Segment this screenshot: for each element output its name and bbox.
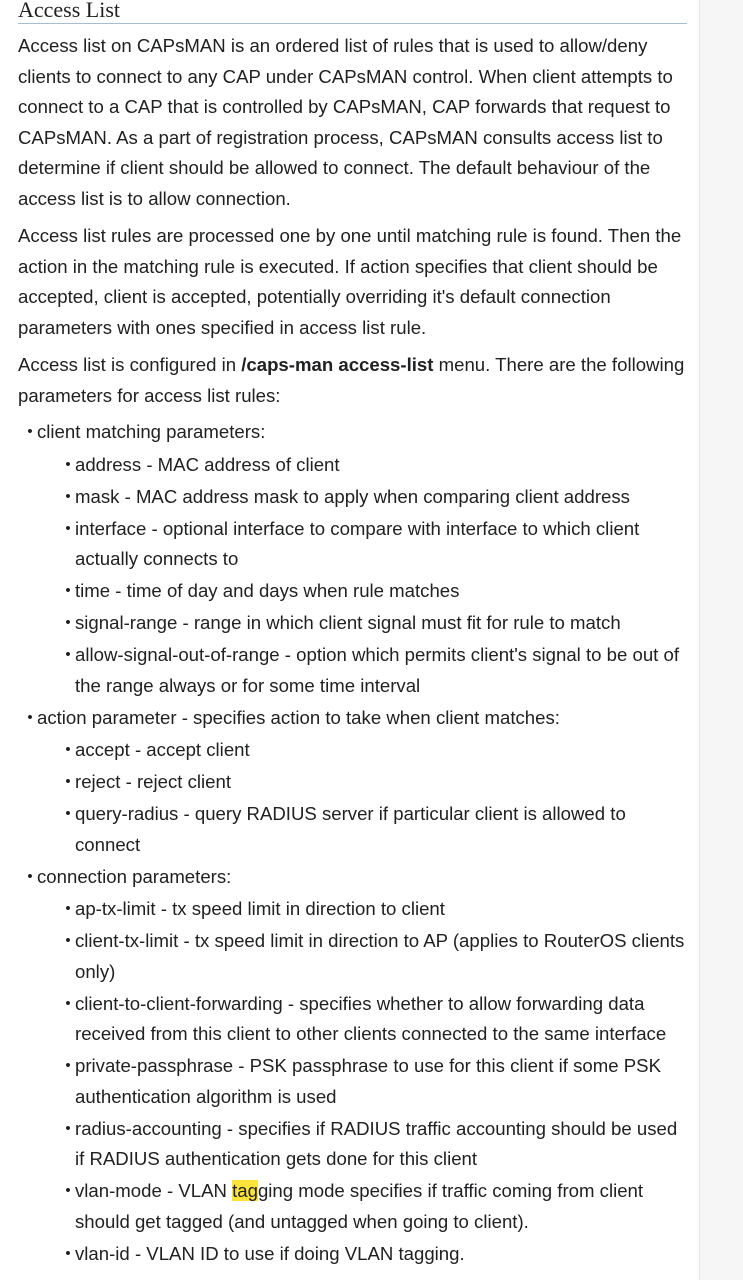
bullet-icon: • <box>65 805 71 822</box>
menu-path: /caps-man access-list <box>241 354 434 375</box>
p3-text-before: Access list is configured in <box>18 354 242 375</box>
group-label: action parameter - specifies action to take when client matches: <box>37 706 560 728</box>
bullet-icon: • <box>65 994 71 1012</box>
intro-paragraph-3 <box>18 350 688 411</box>
intro-paragraph-2: Access list rules are processed one by one until matching rule is found. Then the action in the matching rule is executed. If action specifies that client should be accepted, client is accepted, potentially overriding it's default connection parameters with ones specified in access list rule. <box>18 225 682 338</box>
bullet-icon: • <box>65 1057 71 1074</box>
intro-paragraph-1: Access list on CAPsMAN is an ordered list of rules that is used to allow/deny clients to connect to any CAP under CAPsMAN control. When client attempts to connect to a CAP that is controlled by CAPsMAN, CAP forwards that request to CAPsMAN. As a part of registration process, CAPsMAN consults access list to determine if client should be allowed to connect. The default behaviour of the access list is to allow connection. <box>18 35 673 209</box>
action-items <box>37 735 688 860</box>
param-text: query-radius - query RADIUS server if particular client is allowed to connect <box>75 803 626 855</box>
param-client-tx-limit <box>37 926 688 987</box>
param-text: private-passphrase - PSK passphrase to use for this client if some PSK authentication algorithm is used <box>75 1055 661 1107</box>
param-ap-tx-limit <box>37 894 688 925</box>
param-text: ap-tx-limit - tx speed limit in direction to client <box>75 898 445 919</box>
group-client-matching <box>18 417 688 701</box>
param-text: mask - MAC address mask to apply when comparing client address <box>75 485 630 507</box>
bullet-icon: • <box>65 1182 71 1199</box>
bullet-icon: • <box>65 932 71 949</box>
bullet-icon: • <box>65 741 71 758</box>
param-text: accept - accept client <box>75 739 250 760</box>
param-vlan-mode <box>37 1176 688 1237</box>
param-private-passphrase <box>37 1051 688 1112</box>
group-label: client matching parameters: <box>37 421 266 442</box>
bullet-icon: • <box>65 487 71 505</box>
bullet-icon: • <box>65 582 71 599</box>
param-mask <box>37 482 688 513</box>
param-allow-signal-out-of-range <box>37 640 688 701</box>
vlan-mode-text-before: vlan-mode - VLAN <box>75 1180 233 1201</box>
action-reject <box>37 767 688 798</box>
param-signal-range <box>37 608 688 639</box>
parameter-groups-list <box>18 417 688 1269</box>
param-text: vlan-id - VLAN ID to use if doing VLAN tagging. <box>75 1242 465 1264</box>
p3-text-after: menu. There are the following parameters for access list rules: <box>18 354 685 406</box>
param-time <box>37 576 688 607</box>
bullet-icon: • <box>65 646 71 663</box>
search-highlight: tag <box>232 1180 258 1201</box>
group-connection-parameters <box>18 862 688 1270</box>
bullet-icon: • <box>65 1119 71 1137</box>
bullet-icon: • <box>65 773 71 790</box>
bullet-icon: • <box>27 708 33 726</box>
param-text: client-tx-limit - tx speed limit in direction to AP (applies to RouterOS clients only) <box>75 930 685 982</box>
param-vlan-id <box>37 1239 688 1270</box>
bullet-icon: • <box>65 614 71 631</box>
param-interface <box>37 514 688 575</box>
bullet-icon: • <box>65 1244 71 1262</box>
param-text: address - MAC address of client <box>75 453 340 475</box>
param-text: client-to-client-forwarding - specifies whether to allow forwarding data received from this client to other clients connected to the same interface <box>75 992 667 1044</box>
bullet-icon: • <box>27 867 33 885</box>
bullet-icon: • <box>27 423 33 440</box>
vlan-mode-text-after: ging mode specifies if traffic coming from client should get tagged (and untagged when going to client). <box>75 1180 644 1232</box>
section-heading: Access List <box>18 0 687 24</box>
action-query-radius <box>37 799 688 860</box>
param-text: radius-accounting - specifies if RADIUS traffic accounting should be used if RADIUS authentication gets done for this client <box>75 1117 678 1169</box>
param-text: time - time of day and days when rule matches <box>75 580 460 601</box>
param-text: reject - reject client <box>75 771 232 792</box>
param-radius-accounting <box>37 1114 688 1175</box>
param-text: allow-signal-out-of-range - option which permits client's signal to be out of the range always or for some time interval <box>75 644 680 696</box>
connection-items <box>37 894 688 1269</box>
group-label: connection parameters: <box>37 865 232 887</box>
bullet-icon: • <box>65 455 71 473</box>
article-content <box>18 0 688 1271</box>
param-client-to-client-forwarding <box>37 989 688 1050</box>
param-text: interface - optional interface to compare with interface to which client actually connects to <box>75 517 640 569</box>
bullet-icon: • <box>65 519 71 537</box>
group-action-parameter <box>18 703 688 861</box>
param-text: signal-range - range in which client signal must fit for rule to match <box>75 612 621 633</box>
param-address <box>37 450 688 481</box>
bullet-icon: • <box>65 900 71 917</box>
action-accept <box>37 735 688 766</box>
client-matching-items <box>37 450 688 702</box>
